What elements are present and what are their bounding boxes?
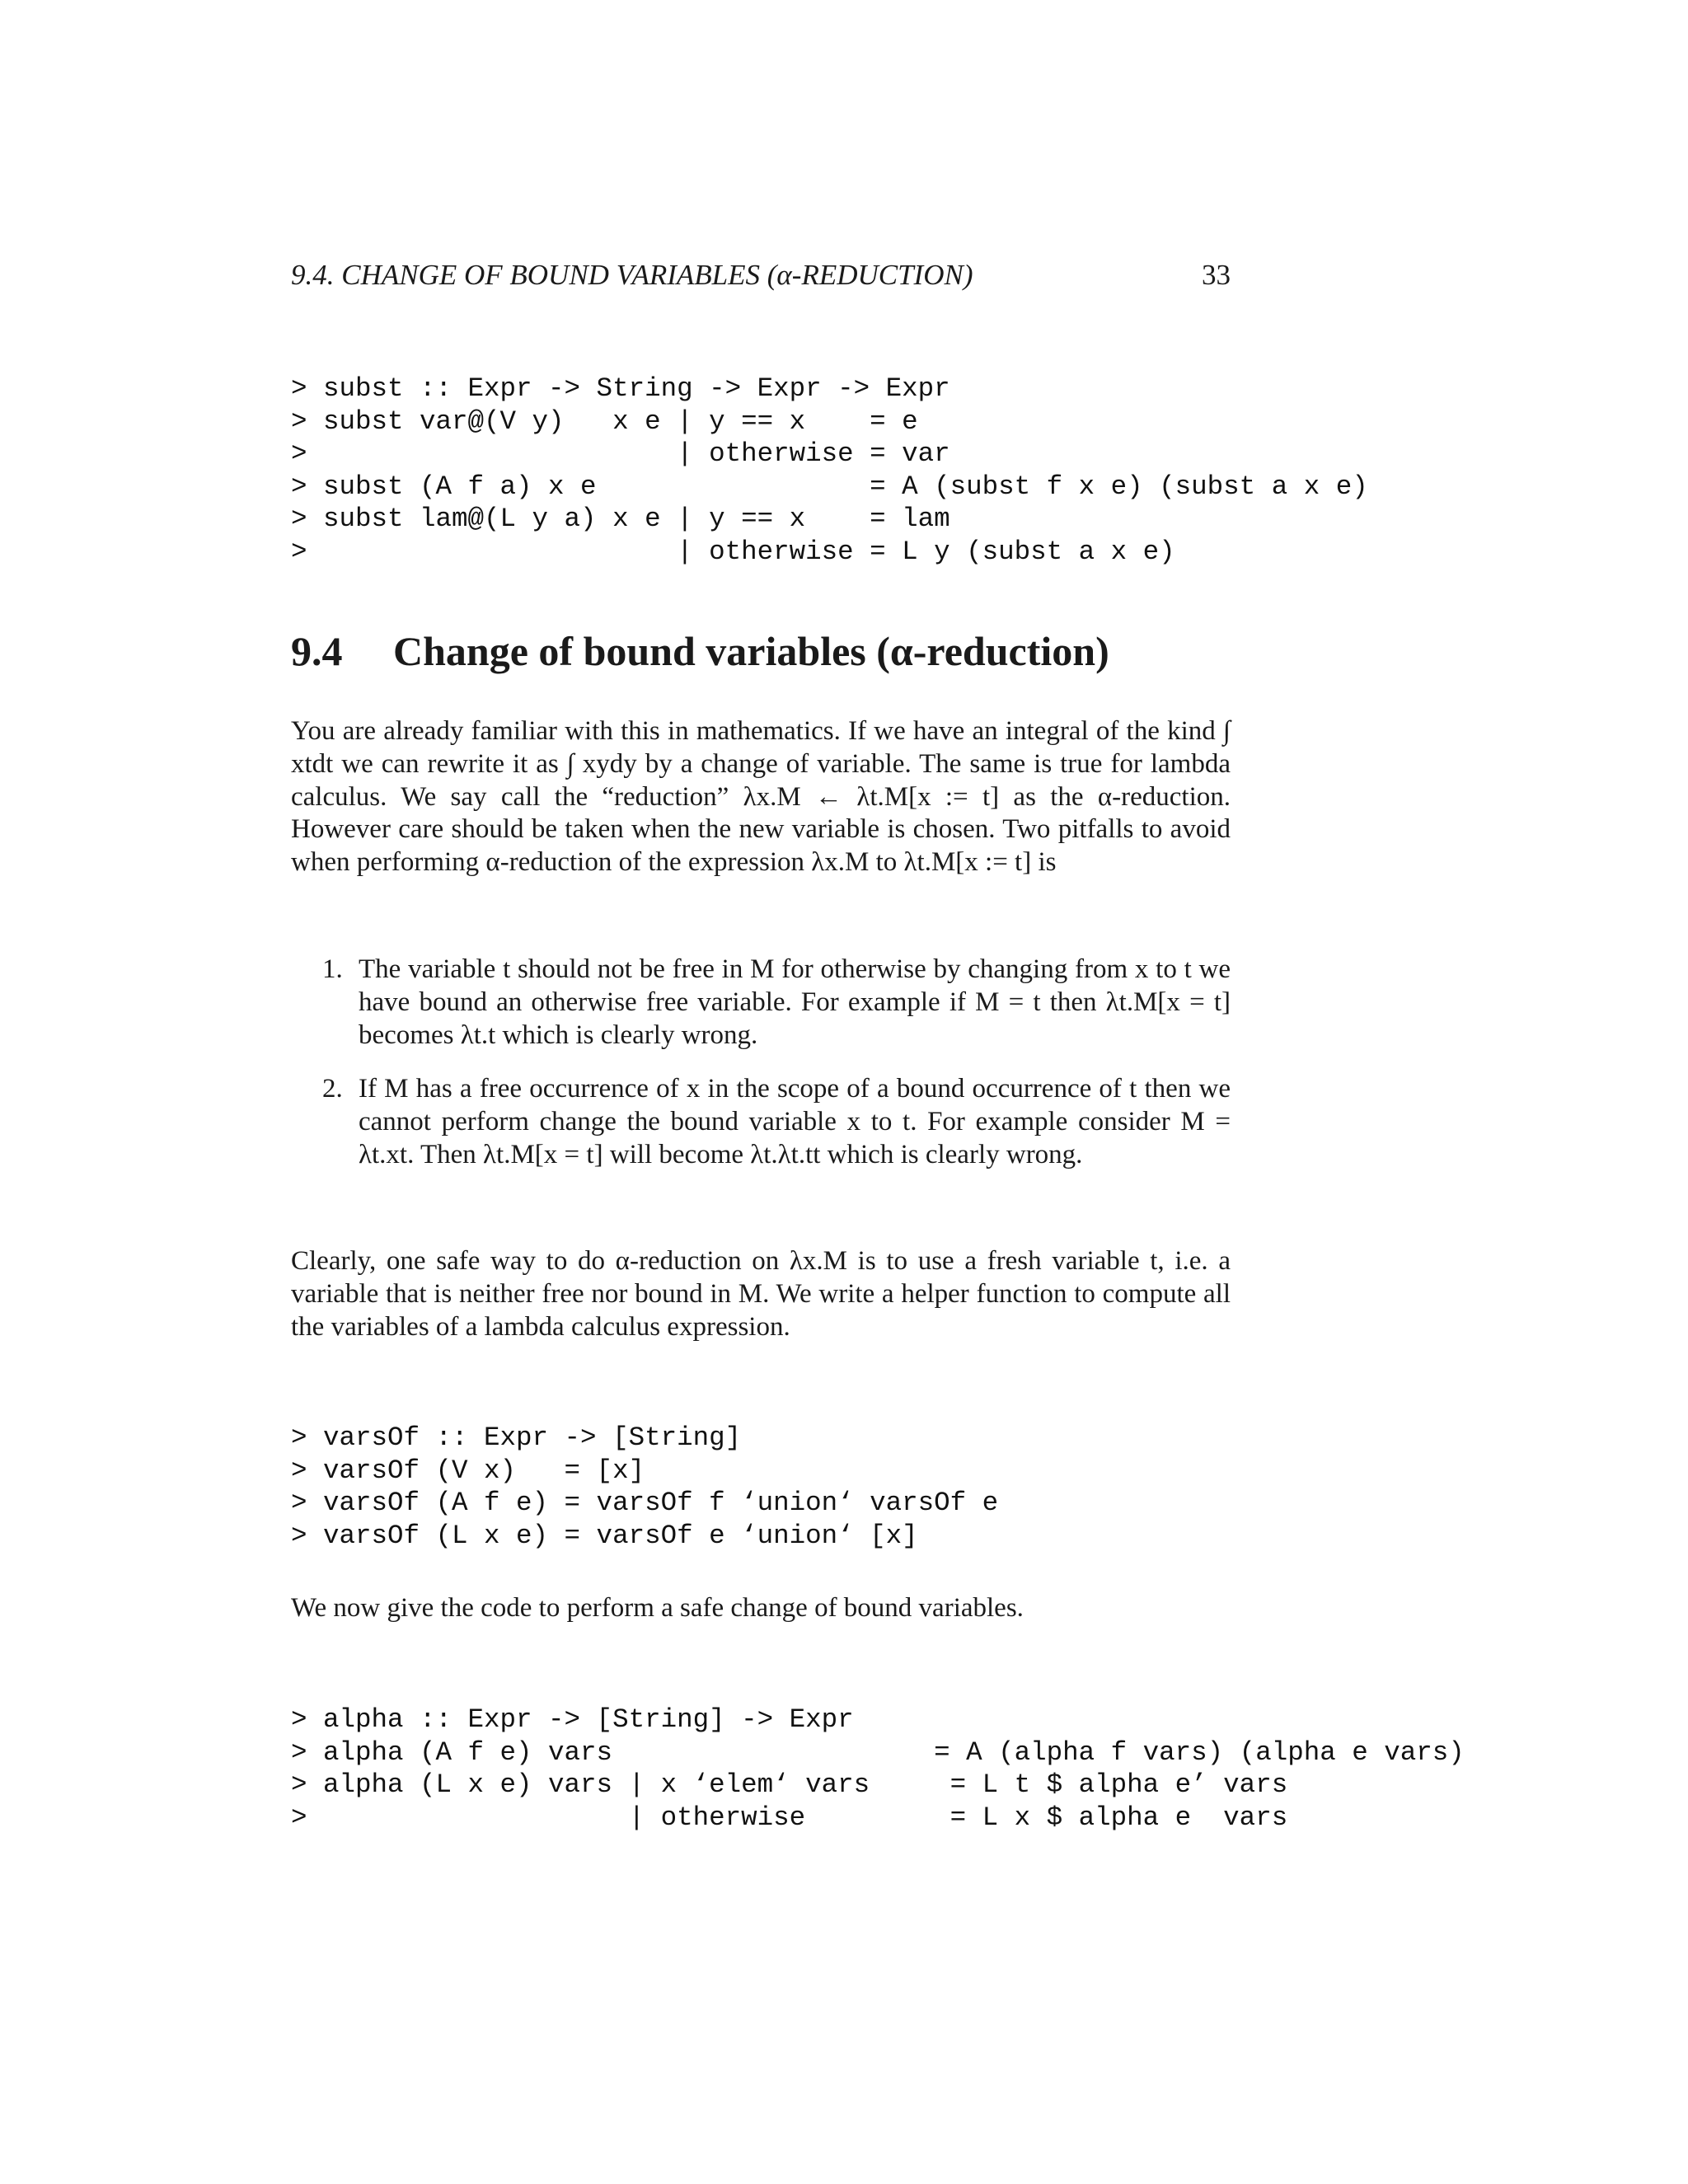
list-marker: 1. [322,954,343,984]
safe-way-paragraph: Clearly, one safe way to do α-reduction on λx.M is to use a fresh variable t, i.e. a variable that is neither free nor bound in M. We write a helper function to compute all the variables of a lambda calculus expression. [291,1246,1231,1342]
running-header [291,259,1231,300]
list-item-text: The variable t should not be free in M for otherwise by changing from x to t we have bound an otherwise free variable. For example if M = t then λt.M[x = t] becomes λt.t which is clearly wrong. [359,954,1231,1050]
pitfalls-list [291,954,1231,1172]
section-heading [291,626,1109,676]
list-marker: 2. [322,1074,343,1104]
section-number: 9.4 [291,628,343,674]
code-block-varsof: > varsOf :: Expr -> [String] > varsOf (V x) = [x] > varsOf (A f e) = varsOf f ‘union‘ varsOf e > varsOf (L x e) = varsOf e ‘union‘ [x] [291,1422,999,1551]
list-item-text: If M has a free occurrence of x in the scope of a bound occurrence of t then we cannot perform change the bound variable x to t. For example consider M = λt.xt. Then λt.M[x = t] will become λt.λt.tt which is clearly wrong. [359,1074,1231,1169]
running-title: 9.4. CHANGE OF BOUND VARIABLES (α-REDUCTION) [291,259,973,291]
code-intro-paragraph: We now give the code to perform a safe change of bound variables. [291,1593,1024,1623]
list-item [291,954,1231,1052]
intro-paragraph: You are already familiar with this in mathematics. If we have an integral of the kind ∫ xtdt we can rewrite it as ∫ xydy by a change of variable. The same is true for lambda calculus. We say call the “reduction” λx.M ← λt.M[x := t] as the α-reduction. However care should be taken when the new variable is chosen. Two pitfalls to avoid when performing α-reduction of the expression λx.M to λt.M[x := t] is [291,716,1231,878]
list-item [291,1073,1231,1171]
code-block-alpha: > alpha :: Expr -> [String] -> Expr > alpha (A f e) vars = A (alpha f vars) (alpha e vars) > alpha (L x e) vars | x ‘elem‘ vars = L t $ alpha e’ vars > | otherwise = L x $ alpha e vars [291,1704,1465,1833]
section-title: Change of bound variables (α-reduction) [393,628,1109,674]
code-block-subst: > subst :: Expr -> String -> Expr -> Expr > subst var@(V y) x e | y == x = e > | otherwise = var > subst (A f a) x e = A (subst f x e) (subst a x e) > subst lam@(L y a) x e | y == x = lam > | otherwise = L y (subst a x e) [291,373,1368,567]
page-number: 33 [1202,259,1231,291]
